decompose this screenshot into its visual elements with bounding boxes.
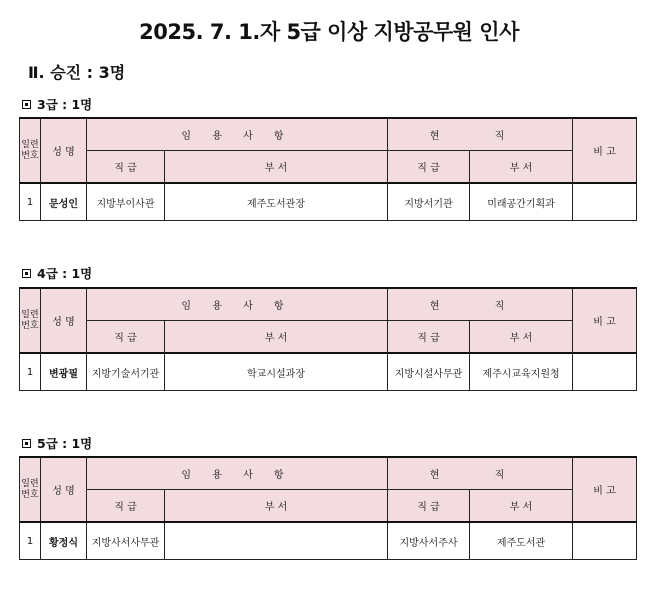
current-dept-cell: 제주시교육지원청 — [470, 353, 573, 391]
new-rank-cell: 지방기술서기관 — [87, 353, 165, 391]
serial-cell: 1 — [20, 353, 41, 391]
current-rank-header: 직 급 — [388, 151, 470, 184]
name-cell: 황정식 — [41, 522, 87, 560]
current-dept-header: 부 서 — [470, 490, 573, 523]
square-bullet-icon — [22, 100, 31, 109]
appointment-header: 임 용 사 항 — [87, 457, 388, 490]
new-dept-header: 부 서 — [165, 490, 388, 523]
promotion-table — [19, 117, 637, 221]
remarks-header: 비 고 — [573, 288, 637, 353]
grade-heading-text: 5급 : 1명 — [37, 436, 93, 451]
name-header: 성 명 — [41, 118, 87, 183]
serial-cell: 1 — [20, 183, 41, 221]
appointment-header: 임 용 사 항 — [87, 288, 388, 321]
grade-heading — [22, 95, 92, 113]
name-header: 성 명 — [41, 457, 87, 522]
current-rank-cell: 지방서기관 — [388, 183, 470, 221]
current-rank-cell: 지방시설사무관 — [388, 353, 470, 391]
grade-heading-text: 3급 : 1명 — [37, 97, 93, 112]
current-rank-header: 직 급 — [388, 321, 470, 354]
document-title: 2025. 7. 1.자 5급 이상 지방공무원 인사 — [139, 20, 519, 44]
serial-header: 일련 번호 — [20, 118, 41, 183]
current-rank-cell: 지방사서주사 — [388, 522, 470, 560]
current-dept-header: 부 서 — [470, 151, 573, 184]
new-dept-cell — [165, 522, 388, 560]
table-row — [20, 353, 637, 391]
current-dept-header: 부 서 — [470, 321, 573, 354]
remarks-header: 비 고 — [573, 118, 637, 183]
current-rank-header: 직 급 — [388, 490, 470, 523]
name-header: 성 명 — [41, 288, 87, 353]
remarks-cell — [573, 353, 637, 391]
table-row — [20, 183, 637, 221]
current-position-header: 현 직 — [388, 118, 573, 151]
current-position-header: 현 직 — [388, 457, 573, 490]
remarks-cell — [573, 183, 637, 221]
grade-heading — [22, 434, 92, 452]
remarks-header: 비 고 — [573, 457, 637, 522]
serial-header: 일련 번호 — [20, 288, 41, 353]
new-rank-cell: 지방사서사무관 — [87, 522, 165, 560]
current-dept-cell: 제주도서관 — [470, 522, 573, 560]
new-dept-cell: 학교시설과장 — [165, 353, 388, 391]
new-rank-cell: 지방부이사관 — [87, 183, 165, 221]
table-row — [20, 522, 637, 560]
new-dept-cell: 제주도서관장 — [165, 183, 388, 221]
promotion-table — [19, 287, 637, 391]
square-bullet-icon — [22, 269, 31, 278]
square-bullet-icon — [22, 439, 31, 448]
new-rank-header: 직 급 — [87, 321, 165, 354]
name-cell: 변광필 — [41, 353, 87, 391]
current-position-header: 현 직 — [388, 288, 573, 321]
current-dept-cell: 미래공간기획과 — [470, 183, 573, 221]
promotion-table — [19, 456, 637, 560]
grade-heading — [22, 264, 92, 282]
section-subtitle: Ⅱ. 승진 : 3명 — [28, 63, 126, 82]
new-dept-header: 부 서 — [165, 321, 388, 354]
new-rank-header: 직 급 — [87, 490, 165, 523]
serial-cell: 1 — [20, 522, 41, 560]
grade-heading-text: 4급 : 1명 — [37, 266, 93, 281]
serial-header: 일련 번호 — [20, 457, 41, 522]
new-rank-header: 직 급 — [87, 151, 165, 184]
name-cell: 문성인 — [41, 183, 87, 221]
remarks-cell — [573, 522, 637, 560]
appointment-header: 임 용 사 항 — [87, 118, 388, 151]
new-dept-header: 부 서 — [165, 151, 388, 184]
